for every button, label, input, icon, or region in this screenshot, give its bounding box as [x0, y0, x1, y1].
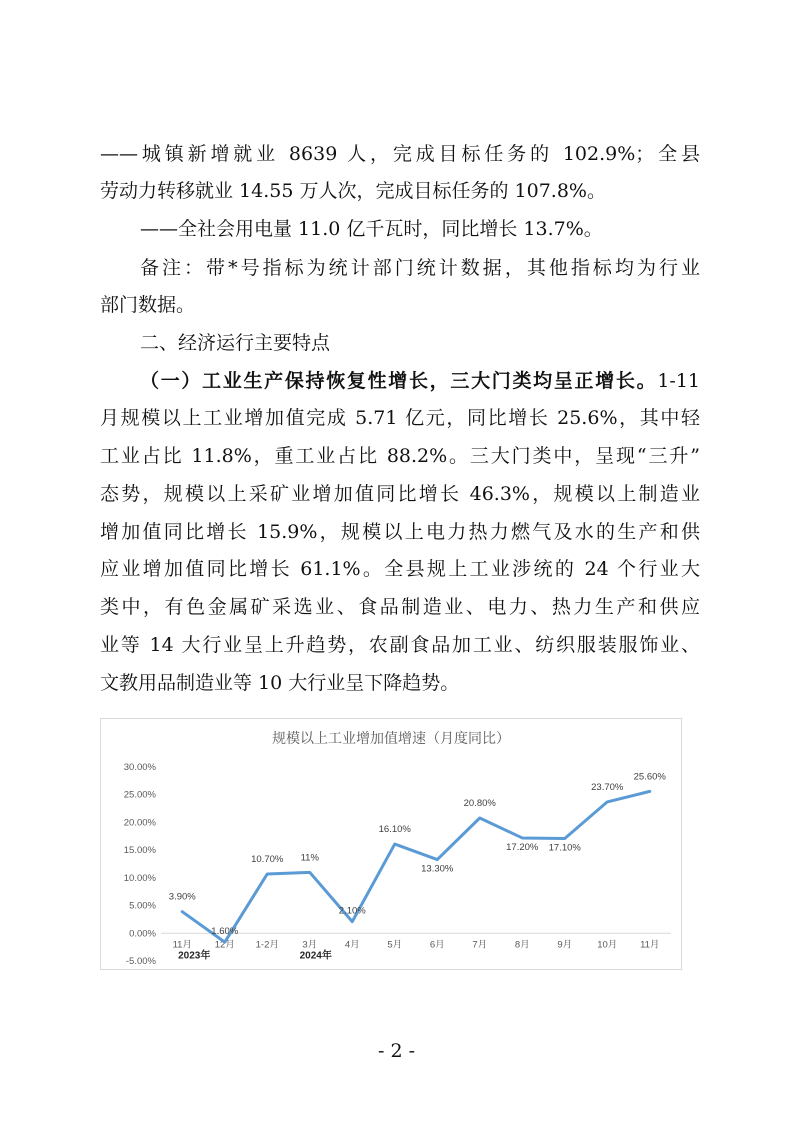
body-line: 月规模以上工业增加值完成 5.71 亿元，同比增长 25.6%，其中轻: [100, 407, 700, 429]
y-tick-label: 30.00%: [123, 762, 156, 773]
x-tick-label: 11月: [640, 939, 660, 951]
x-tick-label: 9月: [557, 939, 573, 951]
x-tick-label: 8月: [514, 939, 530, 951]
paragraph-line: ——城镇新增就业 8639 人，完成目标任务的 102.9%；全县: [100, 143, 700, 165]
data-label: 10.70%: [251, 853, 284, 865]
body-line: 增加值同比增长 15.9%，规模以上电力热力燃气及水的生产和供: [100, 521, 700, 543]
data-label: 13.30%: [421, 863, 454, 875]
data-label: 3.90%: [168, 891, 196, 903]
x-tick-label: 10月: [597, 939, 618, 951]
chart-title: 规模以上工业增加值增速（月度同比）: [272, 730, 510, 746]
x-tick-label: 11月: [172, 939, 192, 951]
x-tick-label: 5月: [387, 939, 403, 951]
y-tick-label: 10.00%: [123, 872, 156, 884]
section-heading: 二、经济运行主要特点: [140, 332, 331, 354]
body-line: 态势，规模以上采矿业增加值同比增长 46.3%，规模以上制造业: [100, 483, 700, 505]
body-line: 工业占比 11.8%，重工业占比 88.2%。三大门类中，呈现“三升”: [100, 445, 700, 467]
year-label: 2024年: [299, 950, 332, 962]
x-tick-label: 3月: [302, 939, 318, 951]
x-tick-label: 6月: [429, 939, 445, 951]
data-label: 16.10%: [378, 824, 411, 836]
data-label: 20.80%: [463, 797, 496, 809]
body-line: 文教用品制造业等 10 大行业呈下降趋势。: [100, 672, 460, 694]
sub-heading-rest: 1-11: [657, 370, 700, 392]
series-line: [182, 791, 650, 942]
line-chart: [100, 718, 682, 970]
x-tick-label: 1-2月: [255, 939, 279, 951]
sub-heading-line: [140, 363, 700, 400]
sub-heading-bold: （一）工业生产保持恢复性增长，三大门类均呈正增长。: [140, 370, 658, 392]
year-label: 2023年: [178, 950, 211, 962]
y-tick-label: 0.00%: [129, 928, 156, 940]
x-tick-label: 12月: [214, 939, 235, 951]
data-label: 17.10%: [548, 842, 581, 854]
data-label: 11%: [300, 852, 319, 864]
y-tick-label: 20.00%: [123, 817, 156, 829]
data-label: 2.10%: [338, 905, 366, 917]
x-tick-label: 4月: [344, 939, 360, 951]
body-line: 应业增加值同比增长 61.1%。全县规上工业涉统的 24 个行业大: [100, 558, 700, 580]
paragraph-line: ——全社会用电量 11.0 亿千瓦时，同比增长 13.7%。: [140, 218, 603, 240]
data-label: 17.20%: [506, 841, 539, 853]
body-line: 业等 14 大行业呈上升趋势，农副食品加工业、纺织服装服饰业、: [100, 634, 700, 656]
chart-svg: [101, 719, 681, 969]
y-tick-label: -5.00%: [125, 956, 156, 967]
x-tick-label: 7月: [472, 939, 488, 951]
paragraph-line: 劳动力转移就业 14.55 万人次，完成目标任务的 107.8%。: [100, 180, 606, 202]
note-line: 备注：带*号指标为统计部门统计数据，其他指标均为行业: [140, 257, 700, 279]
y-tick-label: 5.00%: [129, 900, 156, 912]
note-line: 部门数据。: [100, 294, 196, 316]
y-tick-label: 15.00%: [123, 845, 156, 857]
data-label: 25.60%: [633, 771, 666, 783]
body-line: 类中，有色金属矿采选业、食品制造业、电力、热力生产和供应: [100, 596, 700, 618]
page-number: - 2 -: [377, 1040, 415, 1062]
data-label: 1.60%: [211, 926, 239, 938]
data-label: 23.70%: [591, 781, 624, 793]
y-tick-label: 25.00%: [123, 789, 156, 801]
